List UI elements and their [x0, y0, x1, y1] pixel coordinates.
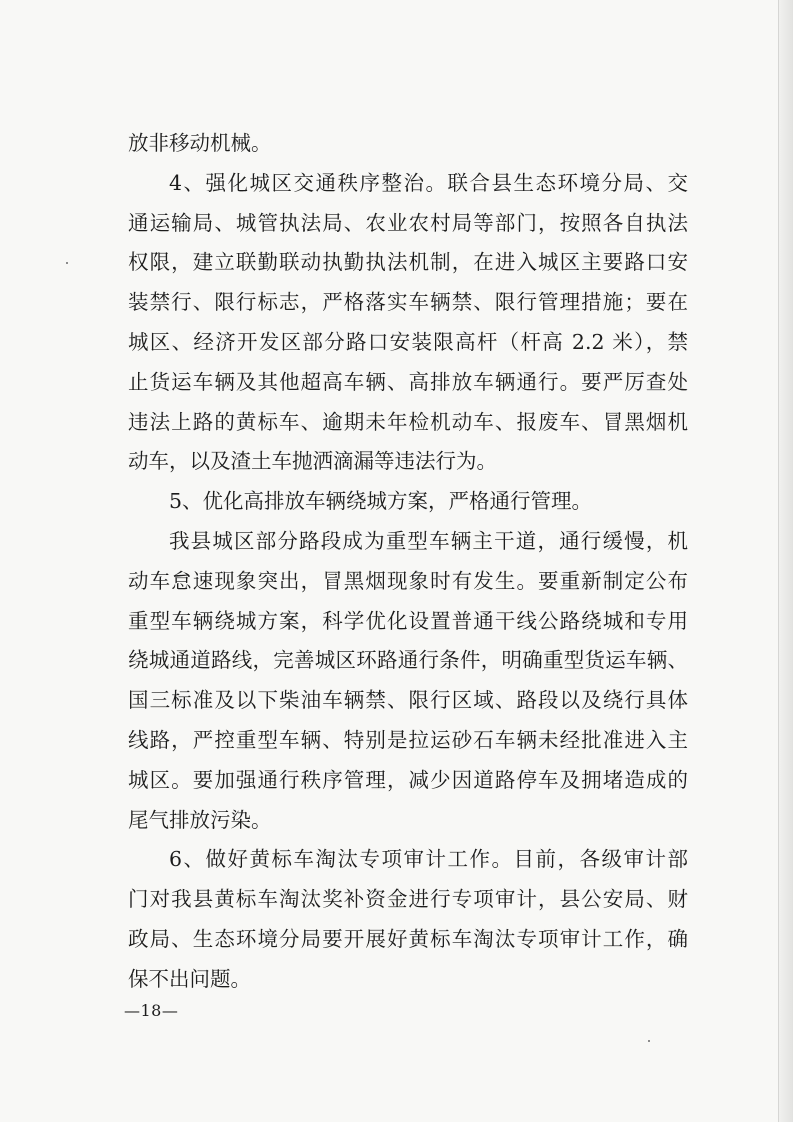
text-line: 门对我县黄标车淘汰奖补资金进行专项审计，县公安局、财 — [128, 887, 688, 912]
text-line: 线路，严控重型车辆、特别是拉运砂石车辆未经批准进入主 — [128, 727, 688, 752]
text-line: 我县城区部分路段成为重型车辆主干道，通行缓慢，机 — [169, 528, 688, 553]
text-line: 4、强化城区交通秩序整治。联合县生态环境分局、交 — [169, 170, 688, 195]
text-line: 动车怠速现象突出，冒黑烟现象时有发生。要重新制定公布 — [128, 568, 688, 593]
text-line: 放非移动机械。 — [128, 131, 272, 155]
text-line: 重型车辆绕城方案，科学优化设置普通干线公路绕城和专用 — [128, 608, 688, 633]
paragraph-p-item-4 — [128, 164, 688, 482]
text-line: 动车，以及渣土车抛洒滴漏等违法行为。 — [128, 449, 497, 474]
text-line: 绕城通道路线，完善城区环路通行条件，明确重型货运车辆、 — [128, 648, 688, 673]
text-line: 保不出问题。 — [128, 966, 251, 991]
text-line: 权限，建立联勤联动执勤执法机制，在进入城区主要路口安 — [128, 250, 688, 275]
paragraph-p-item-5-heading — [128, 482, 688, 522]
text-line: 止货运车辆及其他超高车辆、高排放车辆通行。要严厉查处 — [128, 369, 688, 394]
text-line: 国三标准及以下柴油车辆禁、限行区域、路段以及绕行具体 — [128, 688, 688, 713]
paragraph-p-item-6 — [128, 840, 688, 999]
page-number: —18— — [124, 1001, 179, 1020]
text-line: 装禁行、限行标志，严格落实车辆禁、限行管理措施；要在 — [128, 290, 688, 315]
text-line: 尾气排放污染。 — [128, 807, 272, 832]
text-line: 违法上路的黄标车、逾期未年检机动车、报废车、冒黑烟机 — [128, 409, 688, 434]
text-line: 通运输局、城管执法局、农业农村局等部门，按照各自执法 — [128, 210, 688, 235]
text-line: 5、优化高排放车辆绕城方案，严格通行管理。 — [169, 489, 593, 514]
scan-edge-shadow — [779, 0, 793, 1122]
paragraph-p-continuation — [128, 124, 688, 164]
text-line: 6、做好黄标车淘汰专项审计工作。目前，各级审计部 — [169, 847, 688, 872]
body-text — [128, 124, 688, 1000]
scan-speck — [648, 1040, 650, 1042]
paragraph-p-item-5-body — [128, 522, 688, 840]
scan-speck — [66, 262, 68, 264]
text-line: 城区。要加强通行秩序管理，减少因道路停车及拥堵造成的 — [128, 767, 688, 792]
text-line: 城区、经济开发区部分路口安装限高杆（杆高 2.2 米），禁 — [128, 329, 688, 354]
text-line: 政局、生态环境分局要开展好黄标车淘汰专项审计工作，确 — [128, 926, 688, 951]
